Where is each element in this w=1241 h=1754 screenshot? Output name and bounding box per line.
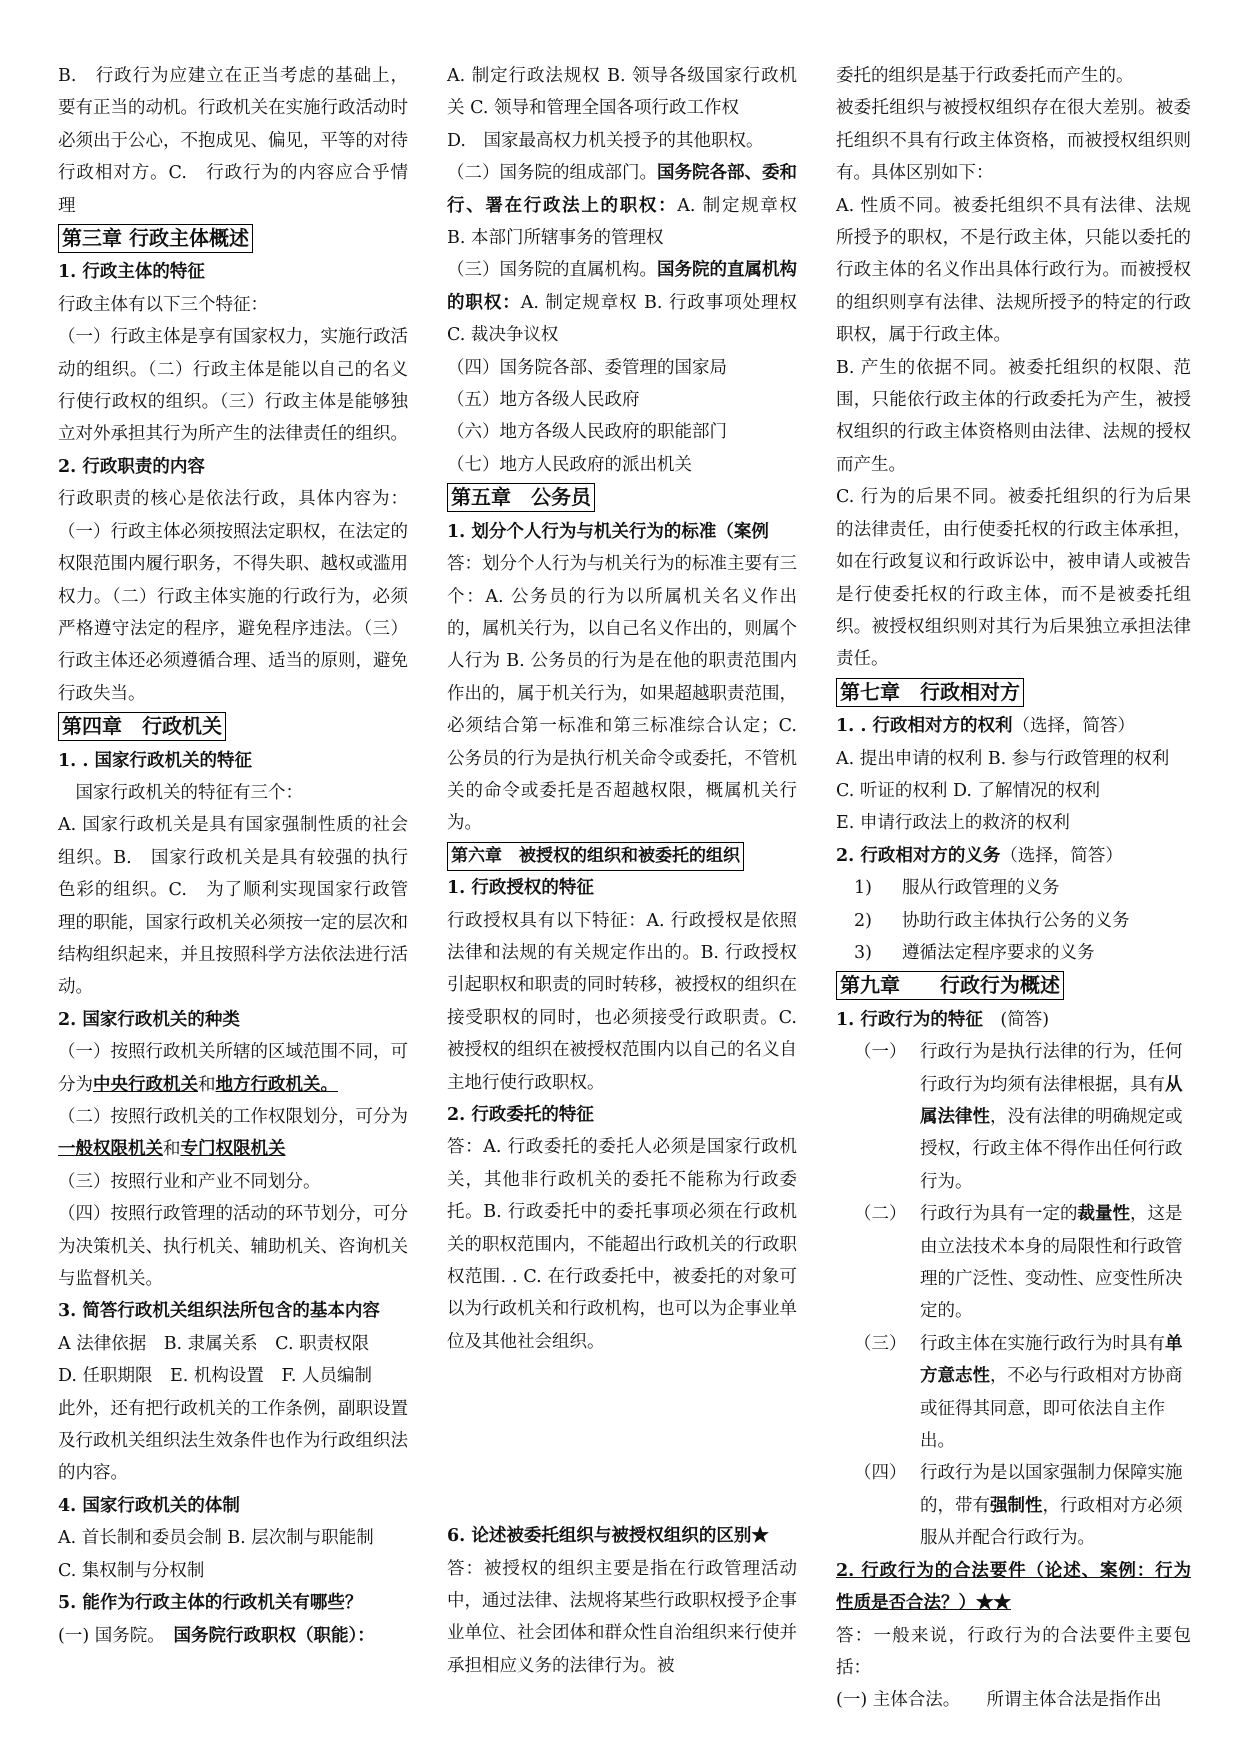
underlined-term: 中央行政机关 — [93, 1074, 198, 1095]
paragraph: A. 制定行政法规权 B. 领导各级国家行政机关 C. 领导和管理全国各项行政工作权 — [447, 66, 797, 119]
paragraph: 被委托组织与被授权组织存在很大差别。被委托组织不具有行政主体资格，而被授权组织则有。具体区别如下： — [836, 98, 1191, 184]
paragraph: （四）国务院各部、委管理的国家局 — [447, 357, 727, 378]
paragraph: （四）按照行政管理的活动的环节划分，可分为决策机关、执行机关、辅助机关、咨询机关与监督机关。 — [58, 1204, 408, 1290]
section-title: 1. . 国家行政机关的特征 — [58, 750, 253, 771]
section-title-line: 1. 行政行为的特征 (简答) — [836, 1009, 1050, 1030]
list-line: C. 集权制与分权制 — [58, 1560, 205, 1581]
paragraph: 答：A. 行政委托的委托人必须是国家行政机关，其他非行政机关的委托不能称为行政委托。B. 行政委托中的委托事项必须在行政机关的职权范围内，不能超出行政机关的行政职权范围. . C. 在行政委托中，被委托的对象可以为行政机关和行政机构，也可以为企事业单位及其他社会组织。 — [447, 1137, 797, 1352]
section-title: 6. 论述被委托组织与被授权组织的区别★ — [447, 1526, 769, 1547]
paragraph: (一) 主体合法。 所谓主体合法是指作出 — [836, 1690, 1162, 1711]
section-title: 1. 行政授权的特征 — [447, 878, 594, 899]
section-title: 1. 行政主体的特征 — [58, 262, 205, 283]
section-title: 1. 划分个人行为与机关行为的标准（案例 — [447, 521, 769, 542]
list-line: E. 申请行政法上的救济的权利 — [836, 813, 1070, 834]
section-title: 5. 能作为行政主体的行政机关有哪些？ — [58, 1593, 363, 1614]
list-item: （三） 行政主体在实施行政行为时具有单方意志性，不必与行政相对方协商或征得其同意，即可依法自主作出。 — [854, 1333, 1183, 1452]
paragraph: B. 行政行为应建立在正当考虑的基础上，要有正当的动机。行政机关在实施行政活动时必须出于公心，不抱成见、偏见，平等的对待行政相对方。C. 行政行为的内容应合乎情理 — [58, 66, 408, 216]
section-title: 2. 国家行政机关的种类 — [58, 1009, 240, 1030]
chapter-heading-6: 第六章 被授权的组织和被委托的组织 — [447, 842, 744, 871]
paragraph: B. 产生的依据不同。被委托组织的权限、范围，只能依行政主体的行政委托为产生，被授权组织的行政主体资格则由法律、法规的授权而产生。 — [836, 357, 1191, 475]
list-line: A 法律依据 B. 隶属关系 C. 职责权限 — [58, 1333, 370, 1354]
paragraph: (一) 国务院。 国务院行政职权（职能）： — [58, 1625, 375, 1646]
list-item: 3) 遵循法定程序要求的义务 — [854, 942, 1095, 963]
section-title: 2. 行政相对方的义务 — [836, 845, 1001, 866]
section-title: 2. 行政行为的合法要件（论述、案例：行为性质是否合法？）★★ — [836, 1560, 1191, 1614]
chapter-heading-7: 第七章 行政相对方 — [836, 678, 1024, 707]
list-item: （一） 行政行为是执行法律的行为，任何行政行为均须有法律根据，具有从属法律性，没有法律的明确规定或授权，行政主体不得作出任何行政行为。 — [854, 1042, 1183, 1192]
paragraph: 国家行政机关的特征有三个： — [58, 782, 303, 803]
paragraph: （三）按照行业和产业不同划分。 — [58, 1171, 321, 1192]
underlined-term: 专门权限机关 — [180, 1139, 286, 1160]
list-item: 1) 服从行政管理的义务 — [854, 878, 1060, 899]
column-middle — [447, 60, 815, 1682]
blank-space — [447, 1358, 797, 1520]
paragraph: （一）按照行政机关所辖的区域范围不同，可分为中央行政机关和地方行政机关。 — [58, 1042, 408, 1095]
list-line: A. 首长制和委员会制 B. 层次制与职能制 — [58, 1528, 374, 1549]
paragraph: A. 国家行政机关是具有国家强制性质的社会组织。B. 国家行政机关是具有较强的执行色彩的组织。C. 为了顺利实现国家行政管理的职能，国家行政机关必须按一定的层次和结构组织起来，并且按照科学方法依法进行活动。 — [58, 815, 408, 998]
paragraph: C. 行为的后果不同。被委托组织的行为后果的法律责任，由行使委托权的行政主体承担，如在行政复议和行政诉讼中，被申请人或被告是行使委托权的行政主体，而不是被委托组织。被授权组织则对其行为后果独立承担法律责任。 — [836, 487, 1191, 670]
paragraph: （一）行政主体是享有国家权力，实施行政活动的组织。（二）行政主体是能以自己的名义行使行政权的组织。（三）行政主体是能够独立对外承担其行为所产生的法律责任的组织。 — [58, 327, 408, 445]
paragraph: （六）地方各级人民政府的职能部门 — [447, 422, 727, 443]
paragraph: （二）国务院的组成部门。国务院各部、委和行、署在行政法上的职权：A. 制定规章权 B. 本部门所辖事务的管理权 — [447, 163, 815, 249]
paragraph: 答：被授权的组织主要是指在行政管理活动中，通过法律、法规将某些行政职权授予企事业单位、社会团体和群众性自治组织来行使并承担相应义务的法律行为。被 — [447, 1558, 797, 1676]
underlined-term: 地方行政机关。 — [215, 1074, 338, 1095]
section-title-line: 2. 行政相对方的义务（选择，简答） — [836, 845, 1123, 866]
section-title: 4. 国家行政机关的体制 — [58, 1495, 240, 1516]
column-right — [836, 60, 1191, 1717]
paragraph: （二）按照行政机关的工作权限划分，可分为一般权限机关和专门权限机关 — [58, 1107, 408, 1160]
paragraph: 委托的组织是基于行政委托而产生的。 — [836, 66, 1134, 86]
list-item: （四） 行政行为是以国家强制力保障实施的，带有强制性，行政相对方必须服从并配合行政行为。 — [854, 1463, 1183, 1549]
list-item: （二） 行政行为具有一定的裁量性，这是由立法技术本身的局限性和行政管理的广泛性、变动性、应变性所决定的。 — [854, 1204, 1183, 1322]
paragraph: 行政主体有以下三个特征： — [58, 294, 268, 315]
paragraph: A. 性质不同。被委托组织不具有法律、法规所授予的职权，不是行政主体，只能以委托的行政主体的名义作出具体行政行为。而被授权的组织则享有法律、法规所授予的特定的行政职权，属于行政主体。 — [836, 195, 1191, 346]
paragraph: 答：划分个人行为与机关行为的标准主要有三个：A. 公务员的行为以所属机关名义作出的，属机关行为，以自己名义作出的，则属个人行为 B. 公务员的行为是在他的职责范围内作出的，属于机关行为，如果超越职责范围，必须结合第一标准和第三标准综合认定；C. 公务员的行为是执行机关命令或委托，不管机关的命令或委托是否超越权限，概属机关行为。 — [447, 554, 803, 834]
paragraph: 此外，还有把行政机关的工作条例，副职设置及行政机关组织法生效条件也作为行政组织法的内容。 — [58, 1398, 408, 1484]
paragraph: 答：一般来说，行政行为的合法要件主要包括： — [836, 1625, 1191, 1678]
paragraph: （七）地方人民政府的派出机关 — [447, 454, 692, 475]
section-title: 1. 行政行为的特征 — [836, 1009, 983, 1030]
list-line: A. 提出申请的权利 B. 参与行政管理的权利 — [836, 748, 1170, 769]
section-title: 3. 简答行政机关组织法所包含的基本内容 — [58, 1301, 380, 1322]
column-left — [58, 60, 408, 1652]
chapter-heading-4: 第四章 行政机关 — [58, 712, 226, 741]
section-title: 2. 行政委托的特征 — [447, 1105, 594, 1125]
paragraph: 行政职责的核心是依法行政，具体内容为：（一）行政主体必须按照法定职权，在法定的权限范围内履行职务，不得失职、越权或滥用权力。（二）行政主体实施的行政行为，必须严格遵守法定的程序，避免程序违法。（三）行政主体还必须遵循合理、适当的原则，避免行政失当。 — [58, 489, 408, 704]
underlined-term: 一般权限机关 — [58, 1139, 163, 1160]
list-line: C. 听证的权利 D. 了解情况的权利 — [836, 780, 1100, 801]
paragraph: 行政授权具有以下特征：A. 行政授权是依照法律和法规的有关规定作出的。B. 行政授权引起职权和职责的同时转移，被授权的组织在接受职权的同时，也必须接受行政职责。C. 被授权的组织在被授权范围内以自己的名义自主地行使行政职权。 — [447, 910, 803, 1093]
paragraph: （三）国务院的直属机构。国务院的直属机构的职权：A. 制定规章权 B. 行政事项处理权 C. 裁决争议权 — [447, 260, 803, 346]
section-title: 2. 行政职责的内容 — [58, 456, 205, 477]
section-title-line: 1. . 行政相对方的权利（选择，简答） — [836, 716, 1136, 737]
chapter-heading-3: 第三章 行政主体概述 — [58, 224, 253, 253]
paragraph: （五）地方各级人民政府 — [447, 390, 640, 411]
list-line: D. 任职期限 E. 机构设置 F. 人员编制 — [58, 1366, 372, 1387]
paragraph: D. 国家最高权力机关授予的其他职权。 — [447, 130, 764, 151]
list-item: 2) 协助行政主体执行公务的义务 — [854, 910, 1130, 931]
chapter-heading-5: 第五章 公务员 — [447, 483, 595, 512]
section-title: 1. . 行政相对方的权利 — [836, 716, 1013, 737]
chapter-heading-9: 第九章 行政行为概述 — [836, 971, 1064, 1000]
